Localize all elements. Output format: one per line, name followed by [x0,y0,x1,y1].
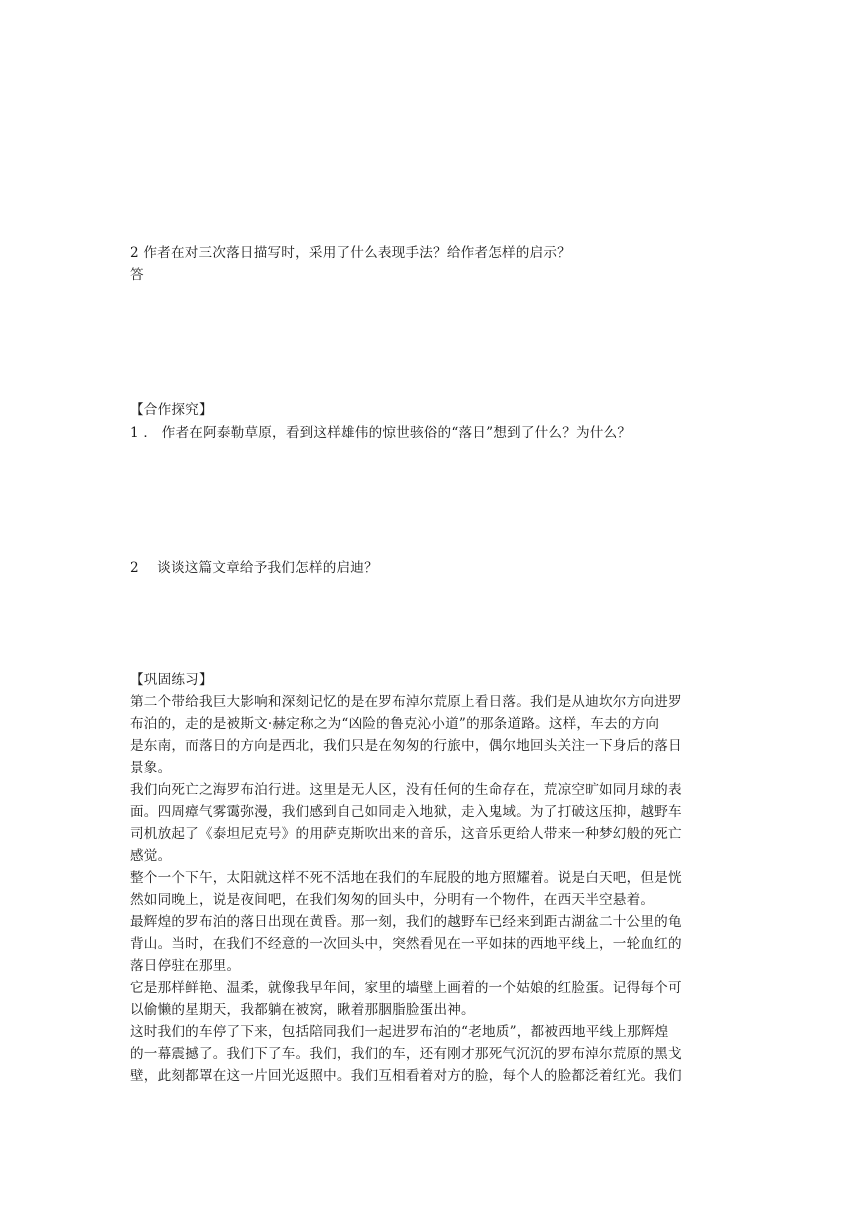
passage-line: 感觉。 [130,848,172,864]
cooperation-question-1: 1 ． 作者在阿泰勒草原，看到这样雄伟的惊世骇俗的“落日”想到了什么？为什么？ [130,425,632,441]
passage-line: 布泊的，走的是被斯文·赫定称之为“凶险的鲁克沁小道”的那条道路。这样，车去的方向 [130,716,660,732]
cooperation-heading: 【合作探究】 [130,402,213,418]
passage-line: 它是那样鲜艳、温柔，就像我早年间，家里的墙壁上画着的一个姑娘的红脸蛋。记得每个可 [130,980,682,996]
passage-line: 以偷懒的星期天，我都躺在被窝，瞅着那胭脂脸蛋出神。 [130,1002,475,1018]
practice-heading: 【巩固练习】 [130,672,213,688]
passage-line: 壁，此刻都罩在这一片回光返照中。我们互相看着对方的脸，每个人的脸都泛着红光。我们 [130,1068,682,1084]
answer-label: 答 [130,267,144,283]
passage-line: 这时我们的车停了下来，包括陪同我们一起进罗布泊的“老地质”，都被西地平线上那辉煌 [130,1024,669,1040]
passage-line: 整个一个下午，太阳就这样不死不活地在我们的车屁股的地方照耀着。说是白天吧，但是恍 [130,870,682,886]
passage-line: 我们向死亡之海罗布泊行进。这里是无人区，没有任何的生命存在，荒凉空旷如同月球的表 [130,782,682,798]
passage-line: 的一幕震撼了。我们下了车。我们，我们的车，还有刚才那死气沉沉的罗布淖尔荒原的黑戈 [130,1046,682,1062]
passage-line: 面。四周瘴气雾霭弥漫，我们感到自己如同走入地狱，走入鬼域。为了打破这压抑，越野车 [130,804,682,820]
passage-line: 落日停驻在那里。 [130,958,241,974]
question-2-text: 2 作者在对三次落日描写时，采用了什么表现手法？给作者怎样的启示？ [130,245,571,261]
cooperation-question-2: 2 谈谈这篇文章给予我们怎样的启迪？ [130,560,378,576]
passage-line: 最辉煌的罗布泊的落日出现在黄昏。那一刻，我们的越野车已经来到距古湖盆二十公里的龟 [130,914,682,930]
passage-line: 景象。 [130,760,172,776]
passage-line: 然如同晚上，说是夜间吧，在我们匆匆的回头中，分明有一个物件，在西天半空悬着。 [130,892,655,908]
passage-line: 第二个带给我巨大影响和深刻记忆的是在罗布淖尔荒原上看日落。我们是从迪坎尔方向进罗 [130,694,682,710]
passage-line: 是东南，而落日的方向是西北，我们只是在匆匆的行旅中，偶尔地回头关注一下身后的落日 [130,738,682,754]
passage-line: 司机放起了《泰坦尼克号》的用萨克斯吹出来的音乐，这音乐更给人带来一种梦幻般的死亡 [130,826,682,842]
passage-line: 背山。当时，在我们不经意的一次回头中，突然看见在一平如抹的西地平线上，一轮血红的 [130,936,682,952]
